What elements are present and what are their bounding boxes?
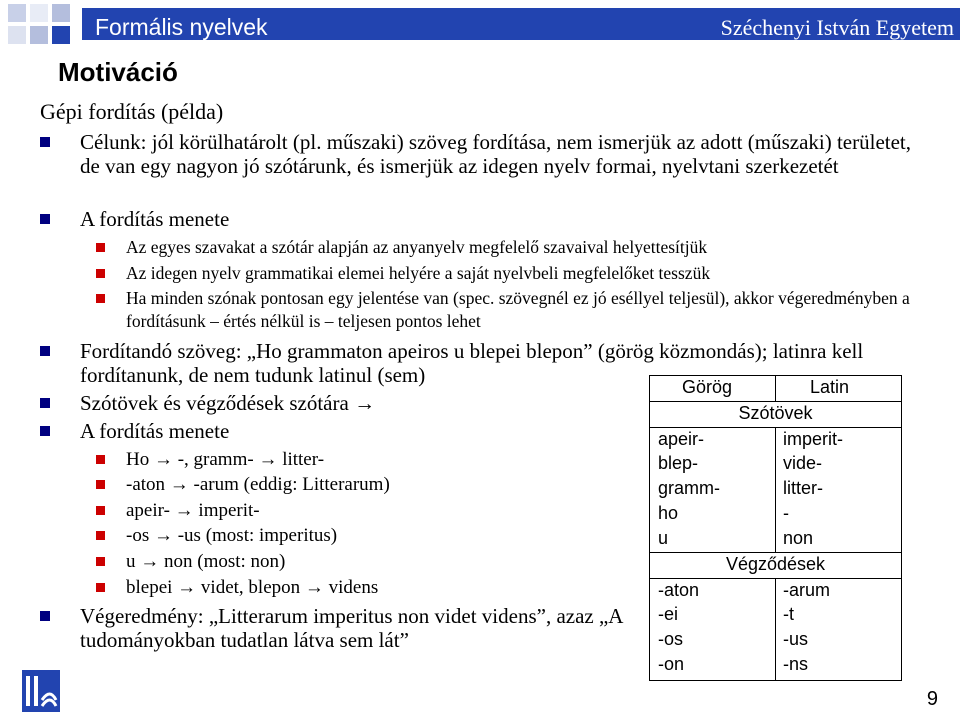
- dictionary-table: [649, 375, 902, 681]
- latin-cell: imperit-: [783, 429, 844, 449]
- intro-text: Gépi fordítás (példa): [40, 99, 224, 124]
- column-divider: [775, 427, 776, 552]
- bullet-icon: [40, 426, 50, 436]
- bullet-text: Célunk: jól körülhatárolt (pl. műszaki) szöveg fordítása, nem ismerjük az adott (műszaki) területet, de van egy nagyon jó szótárunk, és ismerjük az idegen nyelv formai, nyelvtani szerkezetét: [80, 130, 912, 178]
- course-title: Formális nyelvek: [95, 14, 268, 40]
- logo-square-icon: [30, 4, 48, 22]
- latin-cell: -ns: [783, 654, 809, 674]
- bullet-icon: [40, 137, 50, 147]
- greek-cell: gramm-: [658, 478, 720, 498]
- page-number: 9: [926, 688, 938, 710]
- bullet-icon: [96, 269, 105, 278]
- latin-cell: -t: [783, 604, 794, 624]
- bullet-icon: [96, 480, 105, 489]
- result-text: Végeredmény: „Litterarum imperitus non videt videns”, azaz „A tudományokban tudatlan látva sem lát”: [80, 604, 623, 652]
- bullet-text: Fordítandó szöveg: „Ho grammaton apeiros u blepei blepon” (görög közmondás); latinra kell fordítanunk, de nem tudunk latinul (sem): [80, 339, 864, 387]
- bullet-text: Ha minden szónak pontosan egy jelentése van (spec. szövegnél ez jó eséllyel teljesül), akkor végeredményben a fordításunk – értés nélkül is – teljesen pontos lehet: [126, 288, 910, 331]
- bullet-text: A fordítás menete: [80, 419, 230, 443]
- bullet-text: A fordítás menete: [80, 207, 230, 231]
- bullet-text: u → non (most: non): [126, 551, 286, 572]
- column-divider: [775, 376, 776, 401]
- latin-cell: vide-: [783, 453, 823, 473]
- bullet-text: Az egyes szavakat a szótár alapján az anyanyelv megfelelő szavaival helyettesítjük: [126, 237, 708, 257]
- slide-title: Motiváció: [58, 57, 178, 87]
- endings-header: Végződések: [725, 554, 826, 574]
- bullet-text: -os → -us (most: imperitus): [126, 525, 338, 546]
- bullet-icon: [96, 455, 105, 464]
- latin-cell: -arum: [783, 580, 831, 600]
- latin-cell: -: [783, 503, 789, 523]
- logo-square-icon: [52, 4, 70, 22]
- bullet-text: Szótövek és végződések szótára →: [80, 391, 376, 415]
- logo-square-icon: [8, 26, 26, 44]
- bullet-icon: [96, 557, 105, 566]
- stems-header: Szótövek: [738, 403, 813, 423]
- bullet-text: Ho → -, gramm- → litter-: [126, 449, 325, 470]
- latin-cell: non: [783, 528, 814, 548]
- bullet-icon: [40, 214, 50, 224]
- bullet-text: apeir- → imperit-: [126, 500, 260, 521]
- bullet-icon: [96, 583, 105, 592]
- section-header-stems: [650, 401, 901, 427]
- column-divider: [775, 578, 776, 680]
- bullet-text: -aton → -arum (eddig: Litterarum): [126, 474, 390, 495]
- bullet-text: blepei → videt, blepon → videns: [126, 577, 379, 598]
- header-greek: Görög: [682, 377, 733, 397]
- greek-cell: -aton: [658, 580, 700, 600]
- greek-cell: ho: [658, 503, 679, 523]
- greek-cell: -on: [658, 654, 685, 674]
- bullet-icon: [40, 611, 50, 621]
- bullet-text: Az idegen nyelv grammatikai elemei helyére a saját nyelvbeli megfelelőket tesszük: [126, 263, 711, 283]
- header-latin: Latin: [810, 377, 850, 397]
- university-name: Széchenyi István Egyetem: [720, 15, 954, 40]
- greek-cell: -ei: [658, 604, 679, 624]
- bullet-icon: [96, 506, 105, 515]
- bullet-icon: [40, 398, 50, 408]
- bullet-icon: [96, 294, 105, 303]
- greek-cell: -os: [658, 629, 684, 649]
- greek-cell: u: [658, 528, 669, 548]
- greek-cell: blep-: [658, 453, 699, 473]
- bullet-icon: [96, 531, 105, 540]
- bullet-icon: [96, 243, 105, 252]
- latin-cell: litter-: [783, 478, 823, 498]
- logo-square-icon: [52, 26, 70, 44]
- logo-square-icon: [8, 4, 26, 22]
- university-logo-icon: [22, 670, 60, 712]
- section-header-endings: [650, 552, 901, 578]
- greek-cell: apeir-: [658, 429, 705, 449]
- latin-cell: -us: [783, 629, 809, 649]
- logo-square-icon: [30, 26, 48, 44]
- slide-header: [0, 0, 960, 44]
- bullet-icon: [40, 346, 50, 356]
